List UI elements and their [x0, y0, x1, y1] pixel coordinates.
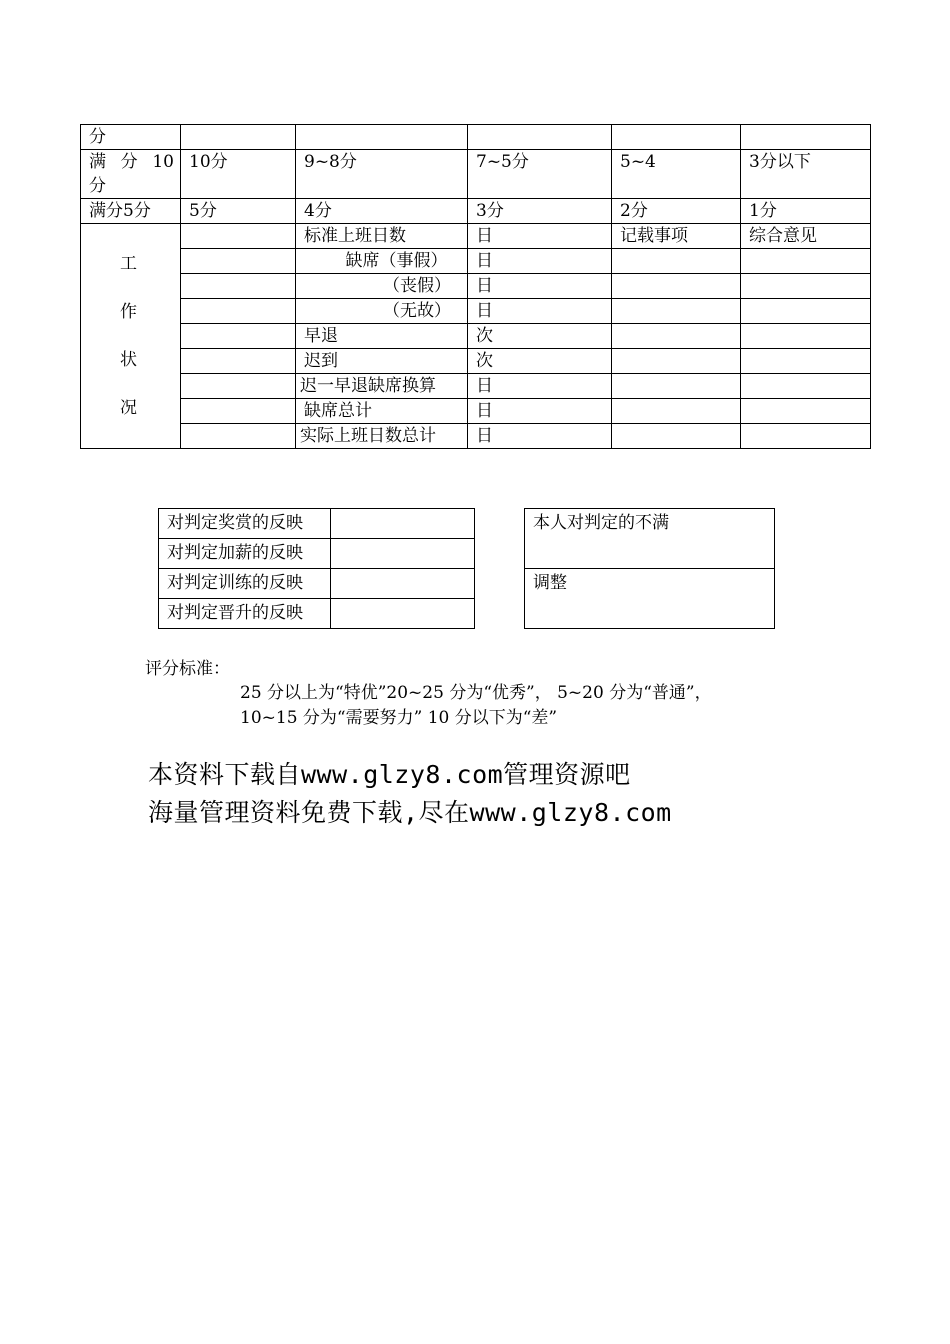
- reaction-value: [331, 539, 475, 569]
- attendance-item: 标准上班日数: [296, 224, 468, 249]
- attendance-unit: 日: [468, 224, 612, 249]
- table-cell: 3分: [468, 199, 612, 224]
- table-row: [159, 569, 475, 599]
- table-cell: 7~5分: [468, 150, 612, 199]
- table-cell: [612, 249, 741, 274]
- table-row: [81, 199, 871, 224]
- attendance-unit: 日: [468, 374, 612, 399]
- attendance-item: 迟到: [296, 349, 468, 374]
- table-cell: [741, 324, 871, 349]
- attendance-item: 实际上班日数总计: [296, 424, 468, 449]
- table-cell: [612, 274, 741, 299]
- attendance-item: 早退: [296, 324, 468, 349]
- attendance-unit: 日: [468, 249, 612, 274]
- table-row: [81, 399, 871, 424]
- attendance-unit: 次: [468, 349, 612, 374]
- attendance-item: （丧假）: [296, 274, 468, 299]
- table-cell: [741, 374, 871, 399]
- reaction-value: [331, 599, 475, 629]
- attendance-unit: 日: [468, 299, 612, 324]
- table-cell: 3分以下: [741, 150, 871, 199]
- attendance-item: 缺席（事假）: [296, 249, 468, 274]
- assessment-table: [80, 124, 871, 449]
- download-notice: [148, 756, 672, 832]
- table-cell: 综合意见: [741, 224, 871, 249]
- table-cell: [612, 374, 741, 399]
- table-cell: 分: [81, 125, 181, 150]
- table-cell: [181, 224, 296, 249]
- table-row: [81, 324, 871, 349]
- table-row: [81, 125, 871, 150]
- adjustment-cell: 调整: [525, 569, 775, 629]
- table-cell: [181, 324, 296, 349]
- table-cell: [612, 424, 741, 449]
- attendance-item: （无故）: [296, 299, 468, 324]
- attendance-item: 缺席总计: [296, 399, 468, 424]
- table-row: [81, 424, 871, 449]
- table-cell: 2分: [612, 199, 741, 224]
- reaction-label: 对判定加薪的反映: [159, 539, 331, 569]
- score-label-full5: 满分5分: [81, 199, 181, 224]
- table-row: [81, 150, 871, 199]
- table-cell: [181, 274, 296, 299]
- table-cell: 9~8分: [296, 150, 468, 199]
- table-cell: 5分: [181, 199, 296, 224]
- table-cell: [612, 324, 741, 349]
- table-cell: [181, 424, 296, 449]
- table-cell: [612, 399, 741, 424]
- table-cell: 4分: [296, 199, 468, 224]
- reaction-value: [331, 569, 475, 599]
- table-cell: [741, 399, 871, 424]
- attendance-unit: 日: [468, 274, 612, 299]
- adjustment-table: [524, 508, 775, 629]
- table-cell: [181, 249, 296, 274]
- table-cell: [612, 125, 741, 150]
- table-cell: 1分: [741, 199, 871, 224]
- table-cell: [181, 349, 296, 374]
- table-cell: [741, 274, 871, 299]
- table-row: [159, 509, 475, 539]
- work-label-line: 工 作: [120, 254, 153, 322]
- table-cell: [181, 299, 296, 324]
- score-label-full10: 满 分 10 分: [81, 150, 181, 199]
- table-row: [81, 274, 871, 299]
- attendance-item: 迟一早退缺席换算: [296, 374, 468, 399]
- dissatisfaction-cell: 本人对判定的不满: [525, 509, 775, 569]
- table-cell: 10分: [181, 150, 296, 199]
- table-cell: [181, 399, 296, 424]
- table-row: [159, 599, 475, 629]
- table-cell: [741, 349, 871, 374]
- reaction-table: [158, 508, 475, 629]
- table-cell: [181, 125, 296, 150]
- table-cell: 记载事项: [612, 224, 741, 249]
- table-cell: [741, 424, 871, 449]
- download-notice-line: 海量管理资料免费下载,尽在www.glzy8.com: [148, 798, 672, 827]
- table-row: [81, 374, 871, 399]
- table-row: [525, 509, 775, 569]
- download-notice-line: 本资料下载自www.glzy8.com管理资源吧: [148, 760, 631, 789]
- table-row: [81, 349, 871, 374]
- attendance-unit: 次: [468, 324, 612, 349]
- table-cell: [741, 125, 871, 150]
- table-cell: [181, 374, 296, 399]
- table-cell: 5~4: [612, 150, 741, 199]
- reaction-value: [331, 509, 475, 539]
- table-cell: [612, 299, 741, 324]
- table-cell: [741, 249, 871, 274]
- attendance-unit: 日: [468, 424, 612, 449]
- work-label-line: 状 况: [120, 350, 153, 418]
- criteria-line: 25 分以上为“特优”20~25 分为“优秀”， 5~20 分为“普通”，: [240, 683, 712, 703]
- table-row: [159, 539, 475, 569]
- table-row: [81, 224, 871, 249]
- table-cell: [612, 349, 741, 374]
- table-cell: [296, 125, 468, 150]
- reaction-label: 对判定奖赏的反映: [159, 509, 331, 539]
- work-status-label: [81, 224, 181, 449]
- table-row: [81, 299, 871, 324]
- criteria-text: [240, 681, 830, 731]
- table-row: [81, 249, 871, 274]
- table-cell: [741, 299, 871, 324]
- reaction-label: 对判定训练的反映: [159, 569, 331, 599]
- reaction-label: 对判定晋升的反映: [159, 599, 331, 629]
- attendance-unit: 日: [468, 399, 612, 424]
- table-row: [525, 569, 775, 629]
- table-cell: [468, 125, 612, 150]
- criteria-title: 评分标准：: [145, 659, 230, 679]
- criteria-line: 10~15 分为“需要努力” 10 分以下为“差”: [240, 708, 558, 728]
